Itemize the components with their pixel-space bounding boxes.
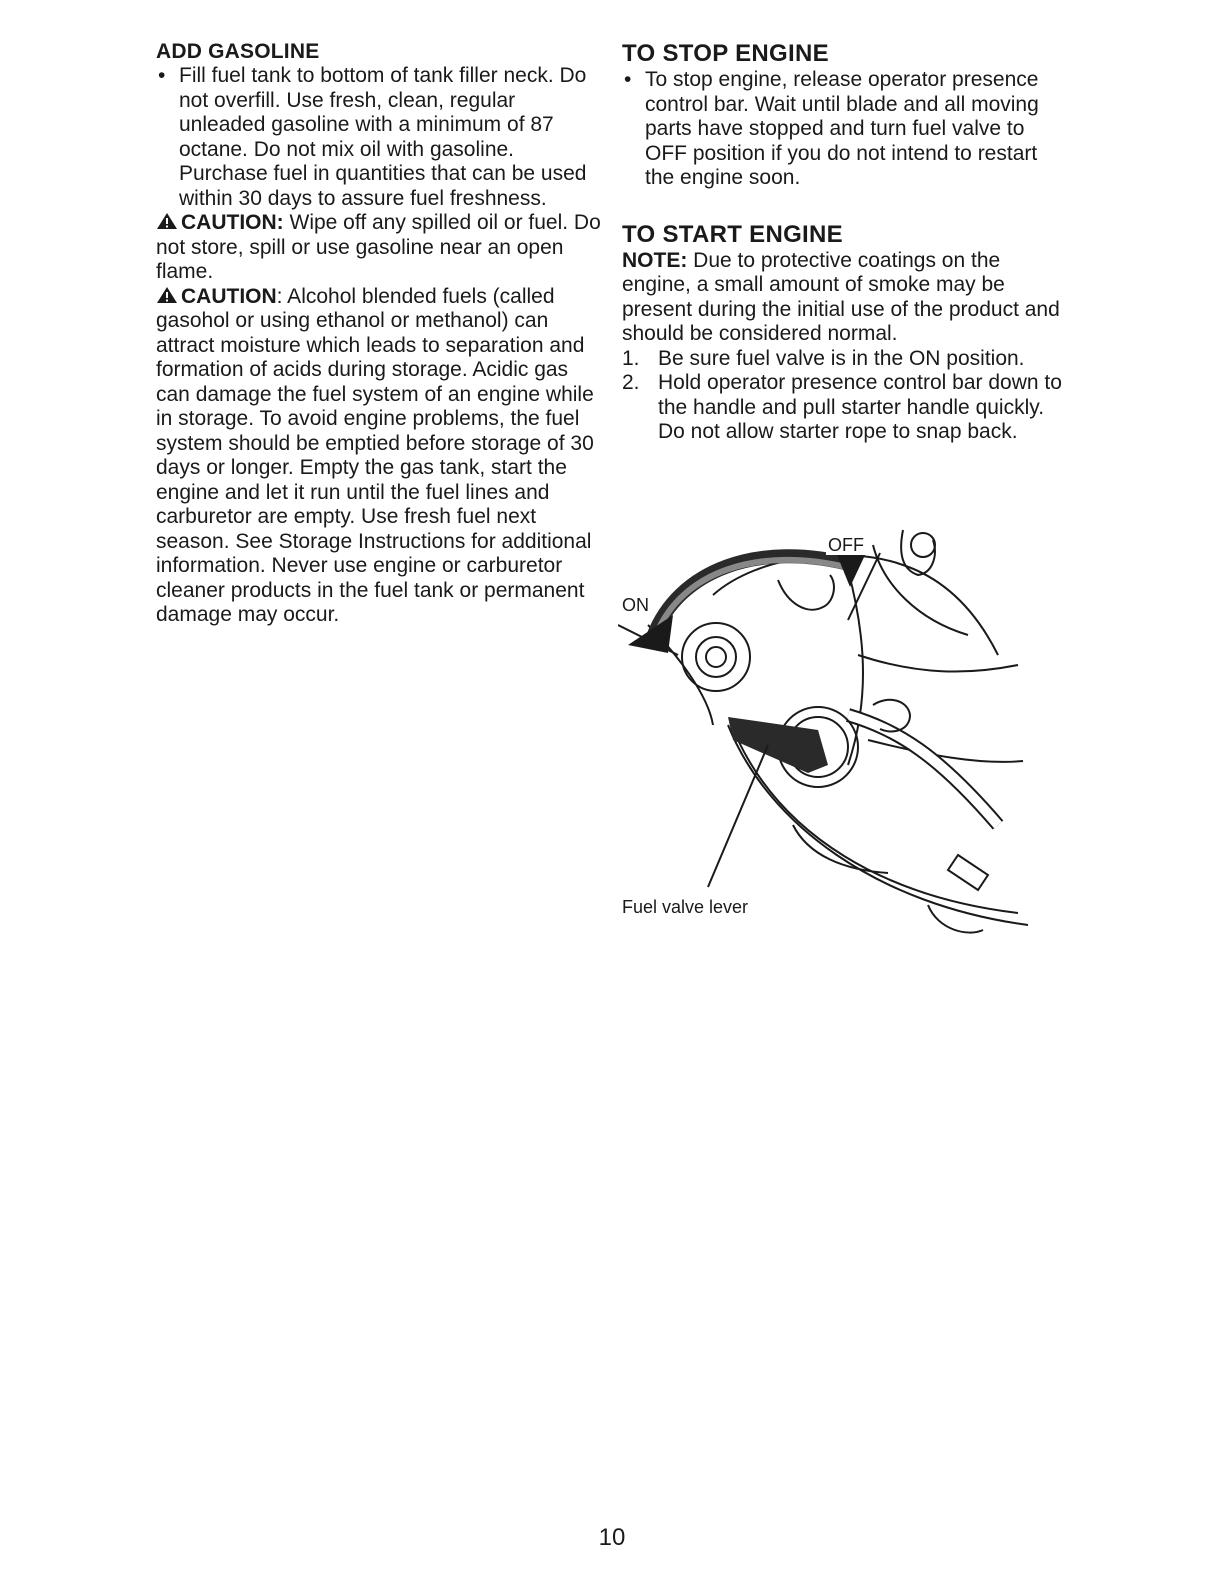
bullet-dot: •	[158, 64, 166, 87]
add-gasoline-bullet	[156, 64, 606, 211]
clip	[901, 530, 935, 575]
fuel-line-lower	[868, 740, 1023, 762]
step-number: 1.	[622, 346, 640, 370]
bullet-dot: •	[624, 68, 632, 91]
off-label: OFF	[828, 535, 864, 555]
fuel-valve-drawing	[618, 525, 1038, 950]
fuel-valve-illustration	[618, 525, 1038, 950]
warning-icon	[156, 286, 178, 304]
on-label: ON	[622, 595, 649, 615]
top-ring	[911, 533, 935, 557]
bracket	[778, 575, 834, 610]
add-gasoline-bullet-text: Fill fuel tank to bottom of tank filler neck. Do not overfill. Use fresh, clean, regular unleaded gasoline with a minimum of 87 octane. Do not mix oil with gasoline. Purchase fuel in quantities that can be used within 30 days to assure fuel freshness.	[179, 64, 587, 210]
caution-label: CAUTION	[181, 284, 277, 308]
page-number: 10	[598, 1524, 626, 1551]
warning-icon	[156, 212, 178, 230]
valve-cap	[706, 647, 726, 667]
start-engine-note	[622, 249, 1067, 347]
fuel-valve-lever-label: Fuel valve lever	[622, 897, 749, 917]
stop-engine-bullet	[622, 68, 1067, 191]
start-step-1	[622, 347, 1067, 372]
stop-engine-heading: TO STOP ENGINE	[622, 40, 829, 67]
caution-alcohol	[156, 285, 606, 628]
step-number: 2.	[622, 371, 640, 394]
step-text: Hold operator presence control bar down to the handle and pull starter handle quickly. Do not allow starter rope to snap back.	[658, 371, 1062, 443]
fuel-valve-lever-shape	[728, 717, 828, 773]
caution-spill	[156, 211, 606, 285]
valve-body	[682, 623, 750, 691]
deck-curve-inner	[738, 740, 1018, 913]
bolt	[948, 855, 988, 890]
lever-leader	[708, 745, 768, 887]
note-text: Due to protective coatings on the engine, a small amount of smoke may be present during the initial use of the product and should be considered normal.	[622, 248, 1060, 345]
note-label: NOTE:	[622, 248, 688, 272]
step-text: Be sure fuel valve is in the ON position.	[658, 346, 1025, 370]
stop-engine-bullet-text: To stop engine, release operator presence control bar. Wait until blade and all moving parts have stopped and turn fuel valve to OFF position if you do not intend to restart the engine soon.	[645, 68, 1039, 189]
right-column	[622, 40, 1067, 445]
caution-alcohol-text: : Alcohol blended fuels (called gasohol or using ethanol or methanol) can attract moisture which leads to separation and formation of acids during storage. Acidic gas can damage the fuel system of an engine while in storage. To avoid engine problems, the fuel system should be emptied before storage of 30 days or longer. Empty the gas tank, start the engine and let it run until the fuel lines and carburetor are empty. Use fresh fuel next season. See Storage Instructions for additional information. Never use engine or carburetor cleaner products in the fuel tank or permanent damage may occur.	[156, 284, 594, 626]
start-engine-heading: TO START ENGINE	[622, 220, 843, 248]
fuel-hose-a	[848, 715, 998, 825]
add-gasoline-heading: ADD GASOLINE	[156, 40, 320, 63]
bracket-arm	[873, 545, 968, 635]
caution-label: CAUTION:	[181, 211, 284, 234]
left-column	[156, 40, 606, 628]
valve-core	[696, 637, 736, 677]
start-step-2	[622, 371, 1067, 445]
caution-spill-text: Wipe off any spilled oil or fuel. Do not store, spill or use gasoline near an open flame.	[156, 211, 601, 283]
fuel-line-upper	[858, 655, 1018, 672]
